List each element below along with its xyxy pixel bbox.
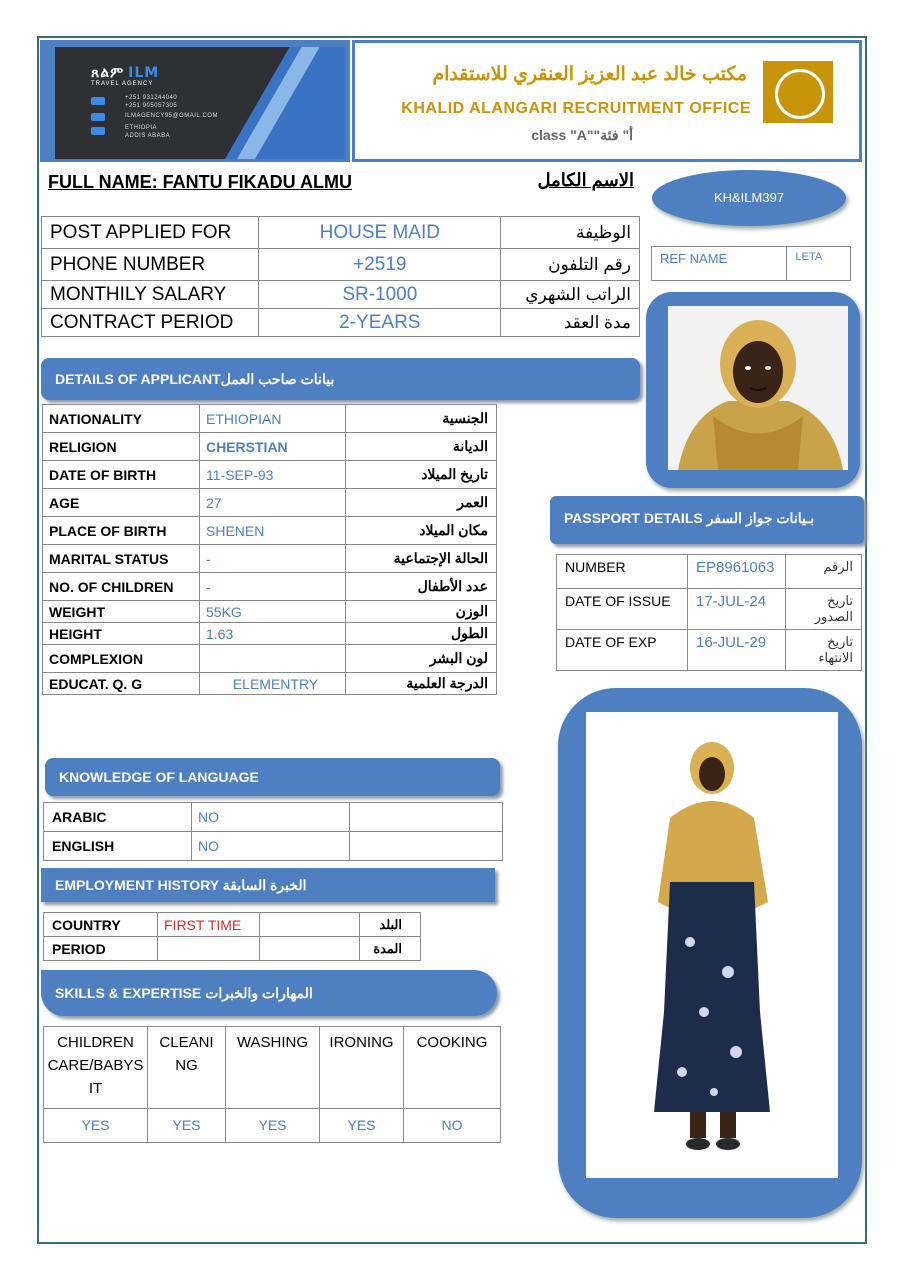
- details-table: [42, 404, 497, 695]
- agency-logo: ጸልም ILM: [91, 65, 160, 81]
- table-row: [43, 405, 497, 433]
- post-label-ar: رقم التلفون: [501, 249, 640, 281]
- language-label: ARABIC: [44, 803, 192, 832]
- detail-value: -: [200, 573, 346, 601]
- post-label: POST APPLIED FOR: [42, 217, 259, 249]
- language-value: NO: [192, 832, 350, 861]
- detail-label-ar: الوزن: [346, 601, 497, 623]
- ref-table: [651, 246, 851, 281]
- post-label-ar: الراتب الشهري: [501, 281, 640, 309]
- detail-label-ar: الدرجة العلمية: [346, 673, 497, 695]
- post-label-ar: الوظيفة: [501, 217, 640, 249]
- post-label: MONTHILY SALARY: [42, 281, 259, 309]
- office-name-ar: مكتب خالد عبد العزيز العنقري للاستقدام: [432, 64, 747, 85]
- empty-cell: [350, 832, 503, 861]
- table-row: [44, 937, 421, 961]
- detail-label-ar: الجنسية: [346, 405, 497, 433]
- language-banner: KNOWLEDGE OF LANGUAGE: [45, 758, 500, 796]
- table-row: [44, 832, 503, 861]
- language-table: [43, 802, 503, 861]
- post-label: CONTRACT PERIOD: [42, 309, 259, 337]
- table-row: [44, 913, 421, 937]
- skill-label: CLEANI NG: [148, 1027, 226, 1109]
- passport-value: 17-JUL-24: [688, 589, 786, 630]
- skill-value: NO: [404, 1109, 501, 1143]
- agency-email: ILMAGENCY95@GMAIL.COM: [125, 113, 218, 119]
- detail-label: HEIGHT: [43, 623, 200, 645]
- skill-label: WASHING: [226, 1027, 320, 1109]
- detail-label: PLACE OF BIRTH: [43, 517, 200, 545]
- skill-label: COOKING: [404, 1027, 501, 1109]
- table-row: [44, 803, 503, 832]
- agency-city: ETHIOPIA: [125, 125, 158, 131]
- passport-label-ar: تاريخ الانتهاء: [786, 630, 862, 671]
- employment-table: [43, 912, 421, 961]
- language-value: NO: [192, 803, 350, 832]
- full-body-photo-frame: [558, 688, 862, 1218]
- detail-label-ar: العمر: [346, 489, 497, 517]
- employment-label: COUNTRY: [44, 913, 158, 937]
- location-icon: [91, 127, 105, 135]
- detail-value: 11-SEP-93: [200, 461, 346, 489]
- office-name-en: KHALID ALANGARI RECRUITMENT OFFICE: [401, 100, 751, 117]
- employment-banner: [41, 868, 495, 902]
- portrait-frame: [646, 292, 860, 488]
- full-name-ar-label: الاسم الكامل: [537, 170, 634, 190]
- detail-label-ar: الحالة الإجتماعية: [346, 545, 497, 573]
- table-row: [43, 601, 497, 623]
- detail-value: ELEMENTRY: [200, 673, 346, 695]
- employment-label-ar: المدة: [360, 937, 421, 961]
- employment-label: PERIOD: [44, 937, 158, 961]
- detail-value: 1.63: [200, 623, 346, 645]
- portrait-photo: [668, 306, 848, 470]
- agency-phone-1: +251 931244040: [125, 95, 178, 101]
- table-row: [43, 545, 497, 573]
- skills-banner-ar: المهارات والخبرات: [205, 985, 313, 1001]
- table-row: [43, 517, 497, 545]
- skills-banner-en: SKILLS & EXPERTISE: [55, 985, 202, 1001]
- detail-label-ar: لون البشر: [346, 645, 497, 673]
- skill-value: YES: [320, 1109, 404, 1143]
- full-body-photo: [586, 712, 838, 1178]
- detail-label: WEIGHT: [43, 601, 200, 623]
- skill-label: IRONING: [320, 1027, 404, 1109]
- post-value: SR-1000: [259, 281, 501, 309]
- detail-label: AGE: [43, 489, 200, 517]
- employment-value: [158, 937, 260, 961]
- full-name: FULL NAME: FANTU FIKADU ALMU: [48, 172, 352, 192]
- agency-card: [40, 40, 350, 162]
- passport-banner: [550, 496, 864, 544]
- table-row: [557, 589, 862, 630]
- detail-value: -: [200, 545, 346, 573]
- table-row: [42, 281, 640, 309]
- table-row: [557, 630, 862, 671]
- table-row: [43, 623, 497, 645]
- passport-label-ar: تاريخ الصدور: [786, 589, 862, 630]
- skill-value: YES: [226, 1109, 320, 1143]
- passport-banner-en: PASSPORT DETAILS: [564, 510, 703, 526]
- skills-table: [43, 1026, 501, 1143]
- phone-icon: [91, 97, 105, 105]
- email-icon: [91, 113, 105, 121]
- table-row: [42, 309, 640, 337]
- table-row: [43, 645, 497, 673]
- detail-label: COMPLEXION: [43, 645, 200, 673]
- agency-country: ADDIS ABABA: [125, 133, 171, 139]
- table-row: [42, 217, 640, 249]
- empty-cell: [350, 803, 503, 832]
- skill-value: YES: [148, 1109, 226, 1143]
- office-header: [352, 40, 862, 162]
- office-logo-icon: [763, 61, 833, 123]
- detail-value: 55KG: [200, 601, 346, 623]
- post-value: HOUSE MAID: [259, 217, 501, 249]
- detail-label-ar: عدد الأطفال: [346, 573, 497, 601]
- post-label-ar: مدة العقد: [501, 309, 640, 337]
- employment-value: FIRST TIME: [158, 913, 260, 937]
- table-row: [43, 673, 497, 695]
- detail-label-ar: الديانة: [346, 433, 497, 461]
- employment-label-ar: البلد: [360, 913, 421, 937]
- detail-label-ar: الطول: [346, 623, 497, 645]
- passport-label: NUMBER: [557, 555, 688, 589]
- detail-label: RELIGION: [43, 433, 200, 461]
- post-value: +2519: [259, 249, 501, 281]
- passport-label: DATE OF ISSUE: [557, 589, 688, 630]
- ref-value: LETA: [787, 247, 851, 281]
- empty-cell: [260, 937, 360, 961]
- passport-table: [556, 554, 862, 671]
- language-label: ENGLISH: [44, 832, 192, 861]
- table-row: [43, 489, 497, 517]
- table-row: [43, 573, 497, 601]
- table-row: [44, 1109, 501, 1143]
- table-row: [43, 461, 497, 489]
- ref-label: REF NAME: [652, 247, 787, 281]
- agency-subtitle: TRAVEL AGENCY: [91, 81, 154, 87]
- office-class: class "A""أ" فئة: [531, 127, 633, 143]
- details-banner-en: DETAILS OF APPLICANT: [55, 371, 221, 387]
- details-banner-ar: بيانات صاحب العمل: [220, 371, 335, 387]
- agency-card-inner: [55, 47, 345, 159]
- passport-label: DATE OF EXP: [557, 630, 688, 671]
- post-label: PHONE NUMBER: [42, 249, 259, 281]
- passport-label-ar: الرقم: [786, 555, 862, 589]
- agency-phone-2: +251 905057305: [125, 103, 178, 109]
- skills-banner: [41, 970, 497, 1016]
- detail-label: MARITAL STATUS: [43, 545, 200, 573]
- detail-label: NATIONALITY: [43, 405, 200, 433]
- table-row: [44, 1027, 501, 1109]
- passport-banner-ar: بـيانات جواز السفر: [706, 510, 815, 526]
- employment-banner-en: EMPLOYMENT HISTORY: [55, 877, 219, 893]
- detail-label: NO. OF CHILDREN: [43, 573, 200, 601]
- table-row: [652, 247, 851, 281]
- empty-cell: [260, 913, 360, 937]
- skill-value: YES: [44, 1109, 148, 1143]
- applicant-code: KH&ILM397: [652, 170, 846, 226]
- detail-value: ETHIOPIAN: [200, 405, 346, 433]
- detail-label: EDUCAT. Q. G: [43, 673, 200, 695]
- detail-value: CHERSTIAN: [200, 433, 346, 461]
- details-banner: [41, 358, 640, 400]
- detail-label-ar: تاريخ الميلاد: [346, 461, 497, 489]
- employment-banner-ar: الخبرة السابقة: [222, 877, 307, 893]
- detail-value: SHENEN: [200, 517, 346, 545]
- post-table: [41, 216, 640, 337]
- table-row: [43, 433, 497, 461]
- passport-value: EP8961063: [688, 555, 786, 589]
- detail-label: DATE OF BIRTH: [43, 461, 200, 489]
- post-value: 2-YEARS: [259, 309, 501, 337]
- table-row: [557, 555, 862, 589]
- skill-label: CHILDREN CARE/BABYS IT: [44, 1027, 148, 1109]
- table-row: [42, 249, 640, 281]
- passport-value: 16-JUL-29: [688, 630, 786, 671]
- detail-value: 27: [200, 489, 346, 517]
- detail-value: [200, 645, 346, 673]
- detail-label-ar: مكان الميلاد: [346, 517, 497, 545]
